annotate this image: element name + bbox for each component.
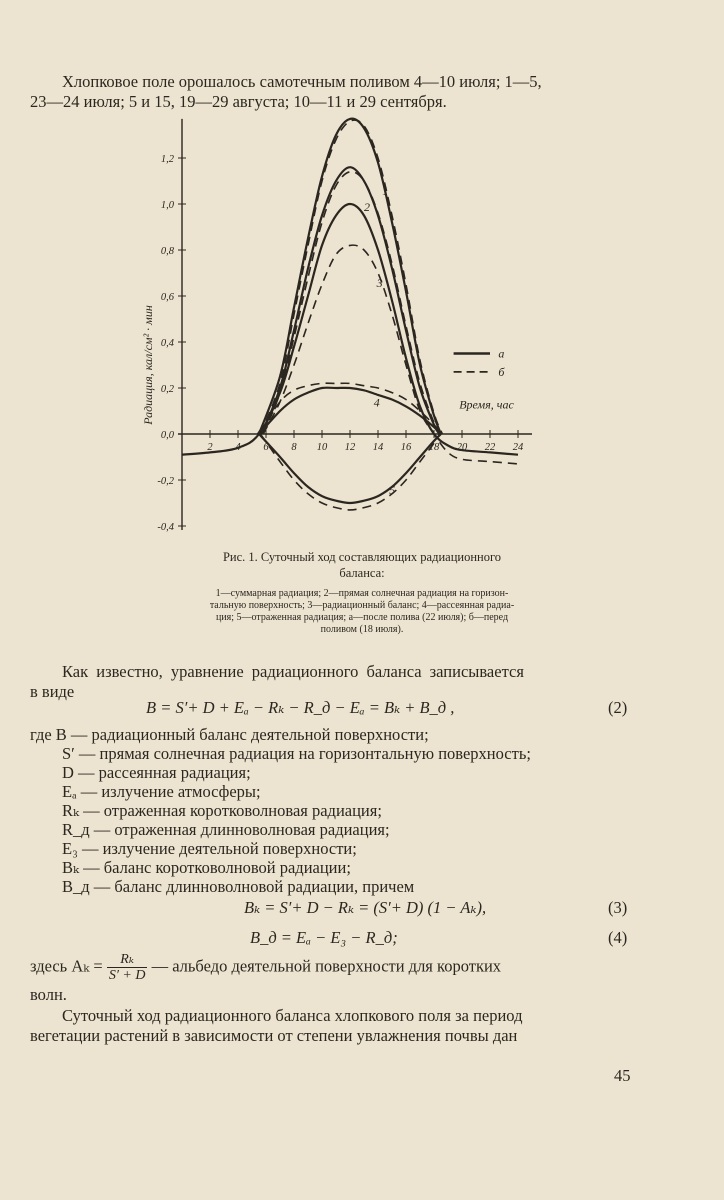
intro-line-1: Хлопковое поле орошалось самотечным поливом 4—10 июля; 1—5,	[62, 72, 542, 91]
page-number: 45	[614, 1066, 631, 1085]
x-axis-label: Время, час	[459, 397, 514, 412]
curve-a-4	[182, 204, 518, 455]
y-tick-label: -0,4	[157, 522, 174, 533]
paragraph-1-line-1: Как известно, уравнение радиационного баланса записывается	[62, 662, 524, 681]
radiation-chart	[0, 110, 724, 540]
definition-bd: B_д — баланс длинноволновой радиации, причем	[62, 877, 415, 896]
definition-ea: Eₐ — излучение атмосферы;	[62, 782, 261, 801]
y-tick-label: 1,2	[160, 154, 174, 165]
equation-4-number: (4)	[608, 928, 628, 947]
x-tick-label: 18	[428, 442, 440, 453]
albedo-fraction-denominator: S′ + D	[108, 968, 146, 983]
equation-4: B_д = Eₐ − E₃ − R_д;	[250, 928, 398, 947]
y-tick-label: 0,2	[160, 384, 174, 395]
paragraph-2-line-1: Суточный ход радиационного баланса хлопкового поля за период	[62, 1006, 523, 1025]
definition-rk: Rₖ — отраженная коротковолновая радиация;	[62, 801, 382, 820]
x-tick-label: 16	[400, 442, 412, 453]
curve-number-5: 5	[389, 482, 396, 497]
curve-number-4: 4	[373, 395, 380, 410]
equation-2-number: (2)	[608, 698, 628, 717]
x-tick-label: 24	[512, 442, 524, 453]
albedo-suffix: — альбедо деятельной поверхности для коротких	[151, 956, 502, 976]
equation-2: B = S′+ D + Eₐ − Rₖ − R_д − Eₐ = Bₖ + B_д ,	[146, 698, 455, 717]
figure-caption-line-4: поливом (18 июля).	[320, 624, 404, 635]
y-tick-label: 0,8	[160, 246, 174, 257]
y-tick-label: 1,0	[160, 200, 174, 211]
y-axis-label: Радиация, кал/см² · мин	[141, 305, 155, 425]
x-tick-label: 8	[291, 442, 297, 453]
definition-d: D — рассеянная радиация;	[62, 763, 251, 782]
chart-axes	[178, 119, 532, 530]
legend-label-b: б	[498, 364, 505, 379]
definition-e3: E₃ — излучение деятельной поверхности;	[62, 839, 357, 858]
curve-number-1: 1	[382, 183, 389, 198]
paragraph-1-line-2: в виде	[30, 682, 75, 701]
albedo-definition	[30, 952, 501, 983]
x-tick-label: 22	[484, 442, 496, 453]
equation-3: Bₖ = S′+ D − Rₖ = (S′+ D) (1 − Aₖ),	[244, 898, 487, 917]
definition-bk: Bₖ — баланс коротковолновой радиации;	[62, 858, 351, 877]
figure-caption-title-2: баланса:	[339, 566, 385, 580]
x-tick-label: 14	[372, 442, 384, 453]
definition-where: где B — радиационный баланс деятельной поверхности;	[30, 725, 429, 744]
curve-number-2: 2	[364, 199, 370, 214]
curve-number-3: 3	[376, 275, 383, 290]
definition-s-prime: S′ — прямая солнечная радиация на горизонтальную поверхность;	[62, 744, 531, 763]
figure-caption-line-2: тальную поверхность; 3—радиационный баланс; 4—рассеянная радиа-	[209, 600, 515, 611]
figure-caption-title: Рис. 1. Суточный ход составляющих радиационного	[222, 550, 502, 564]
definition-rd: R_д — отраженная длинноволновая радиация;	[62, 820, 390, 839]
x-tick-label: 2	[207, 442, 213, 453]
y-tick-label: 0,6	[160, 292, 174, 303]
intro-line-2: 23—24 июля; 5 и 15, 19—29 августа; 10—11 и 29 сентября.	[30, 92, 447, 111]
x-tick-label: 6	[263, 442, 269, 453]
y-tick-label: 0,4	[160, 338, 174, 349]
albedo-prefix: здесь Aₖ =	[30, 956, 103, 976]
paragraph-2-line-2: вегетации растений в зависимости от степени увлажнения почвы дан	[30, 1026, 518, 1045]
albedo-fraction	[107, 952, 148, 983]
figure-caption-line-3: ция; 5—отраженная радиация; а—после полива (22 июля); б—перед	[215, 612, 509, 623]
figure-caption-line-1: 1—суммарная радиация; 2—прямая солнечная радиация на горизон-	[215, 588, 509, 599]
legend-label-a: а	[498, 346, 505, 361]
x-tick-label: 20	[456, 442, 468, 453]
albedo-waves: волн.	[30, 985, 67, 1004]
y-tick-label: -0,2	[157, 476, 174, 487]
x-tick-label: 10	[316, 442, 328, 453]
x-tick-label: 4	[235, 442, 241, 453]
y-tick-label: 0,0	[160, 430, 174, 441]
x-tick-label: 12	[344, 442, 356, 453]
albedo-fraction-numerator: Rₖ	[107, 952, 148, 968]
equation-3-number: (3)	[608, 898, 628, 917]
